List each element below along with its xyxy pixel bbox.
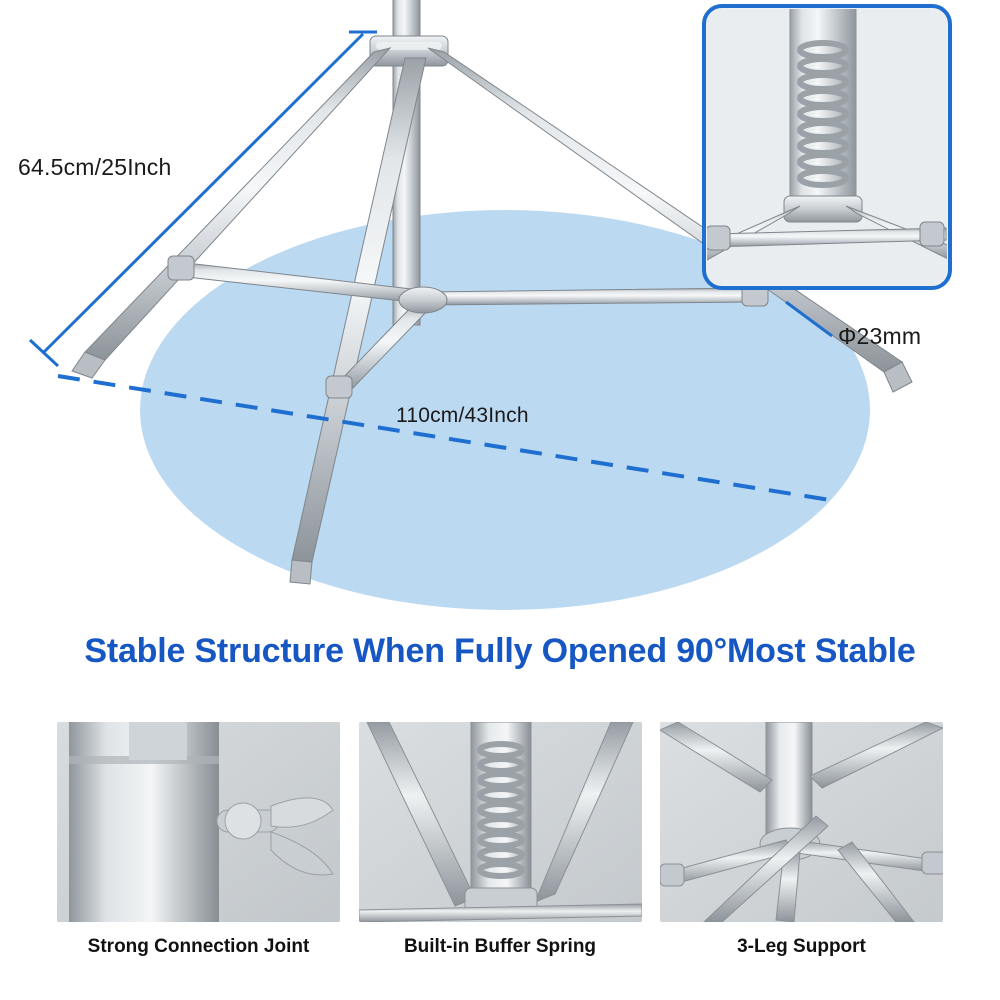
three-leg-support-photo: [660, 722, 943, 922]
feature-panel: [57, 722, 340, 958]
headline-text: Stable Structure When Fully Opened 90°Most Stable: [84, 632, 916, 670]
buffer-spring-photo: [359, 722, 642, 922]
feature-panel: [359, 722, 642, 958]
feature-panel: [660, 722, 943, 958]
feature-caption: Built-in Buffer Spring: [403, 936, 597, 957]
brace-fitting-front: [326, 376, 352, 398]
diameter-dimension-label: Φ23mm: [838, 323, 922, 349]
width-dimension-label: 110cm/43Inch: [396, 404, 529, 427]
brace-hub: [399, 287, 447, 313]
feature-caption: Strong Connection Joint: [87, 936, 310, 957]
buffer-spring-inset: [700, 0, 950, 288]
brace-fitting-left: [168, 256, 194, 280]
feature-caption: 3-Leg Support: [737, 936, 866, 957]
height-dimension-label: 64.5cm/25Inch: [18, 154, 172, 180]
feature-panels: [57, 722, 943, 958]
connection-joint-photo: [57, 722, 340, 922]
